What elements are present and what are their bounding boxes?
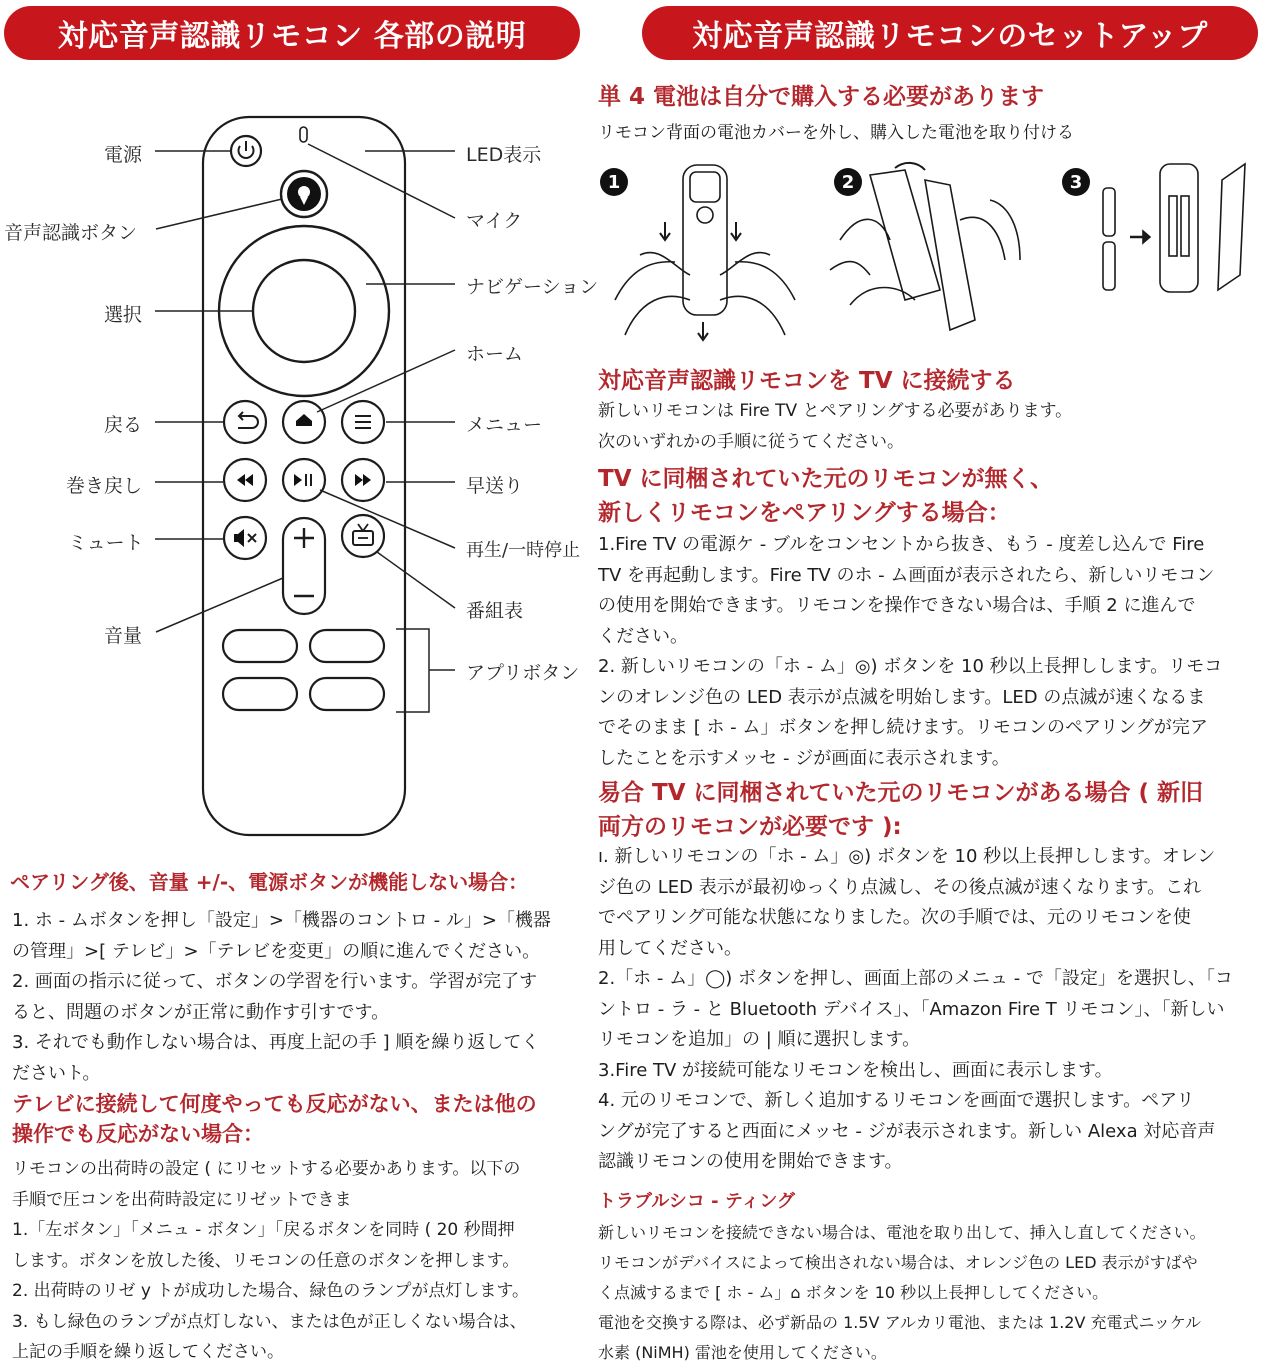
- with-original-line: 認識リモコンの使用を開始できます。: [598, 1151, 903, 1172]
- step-3-badge: 3: [1062, 168, 1090, 196]
- label-mic: マイク: [466, 210, 523, 232]
- no-response-heading-line: テレビに接続して何度やっても反応がない、または他の: [12, 1092, 537, 1116]
- no-original-heading-line: 新しくリモコンをペアリングする場合：: [598, 500, 1011, 526]
- no-response-heading: [12, 1089, 537, 1149]
- no-response-heading-line: 操作でも反応がない場合：: [12, 1122, 264, 1146]
- pairing-issue-line: ださいト。: [12, 1062, 101, 1084]
- with-original-heading-line: 易合 TV に同梱されていた元のリモコンがある場合 ( 新旧: [598, 780, 1204, 806]
- connect-heading: 対応音声認識リモコンを TV に接続する: [598, 368, 1016, 394]
- menu-icon: [342, 401, 384, 443]
- label-select: 選択: [104, 304, 143, 326]
- no-response-line: 手順で圧コンを出荷時設定にリゼットできま: [12, 1189, 352, 1210]
- pairing-issue-line: 1. ホ - ムボタンを押し「設定」>「機器のコントロ - ル」>「機器: [12, 910, 551, 931]
- voice-icon: [281, 171, 327, 217]
- no-response-line: リモコンの出荷時の設定 ( にリセットする必要かあります。以下の: [12, 1159, 521, 1179]
- with-original-line: 2.「ホ - ム」◯) ボタンを押し、画面上部のメニュ - で「設定」を選択し、「コ: [598, 968, 1233, 989]
- with-original-line: ジ色の LED 表示が最初ゆっくり点滅し、その後点滅が速くなります。これ: [598, 876, 1202, 898]
- battery-heading: 単 4 電池は自分で購入する必要があります: [598, 84, 1045, 110]
- no-response-line: 3. もし緑色のランプが点灯しない、または色が正しくない場合は、: [12, 1311, 527, 1332]
- label-mute: ミュート: [68, 532, 144, 554]
- mute-icon: [224, 517, 266, 559]
- setup-banner: 対応音声認識リモコンのセットアップ: [642, 6, 1258, 60]
- home-icon: [283, 401, 325, 443]
- play-pause-icon: [283, 459, 325, 501]
- no-original-line: ンのオレンジ色の LED 表示が点滅を明始します。LED の点滅が速くなるま: [598, 686, 1206, 708]
- pairing-issue-line: の管理」>[ テレビ」>「テレビを変更」の順に進んでください。: [12, 940, 541, 962]
- connect-line: 新しいリモコンは Fire TV とペアリングする必要があります。: [598, 401, 1073, 421]
- fast-forward-icon: [342, 459, 384, 501]
- no-original-line: ください。: [598, 625, 688, 647]
- connect-line: 次のいずれかの手順に従うてください。: [598, 431, 904, 452]
- battery-desc: リモコン背面の電池カバーを外し、購入した電池を取り付ける: [598, 123, 1074, 143]
- battery-steps-illustration: [600, 158, 1260, 348]
- pairing-issue-text: [12, 906, 597, 1089]
- label-led: LED表示: [466, 144, 542, 166]
- with-original-line: ントロ - ラ - と Bluetooth デバイス」、「Amazon Fire T リモコン」、「新しい: [598, 998, 1225, 1020]
- label-guide: 番組表: [466, 600, 524, 622]
- rewind-icon: [224, 459, 266, 501]
- label-volume: 音量: [104, 625, 143, 647]
- troubleshooting-line: 水素 (NiMH) 雷池を使用してください。: [598, 1343, 887, 1362]
- back-icon: [224, 401, 266, 443]
- step-2-badge: 2: [834, 168, 862, 196]
- step-1-badge: 1: [600, 168, 628, 196]
- with-original-line: 用してください。: [598, 937, 742, 959]
- no-original-line: 2. 新しいリモコンの「ホ - ム」◎) ボタンを 10 秒以上長押しします。リモコ: [598, 656, 1223, 677]
- troubleshooting-heading: トラブルシコ - ティング: [598, 1191, 796, 1212]
- with-original-line: でペアリング可能な状態になりました。次の手順では、元のリモコンを使: [598, 907, 1191, 928]
- no-original-line: の使用を開始できます。リモコンを操作できない場合は、手順 2 に進んで: [598, 595, 1196, 616]
- pairing-issue-line: 2. 画面の指示に従って、ボタンの学習を行います。学習が完了す: [12, 971, 538, 992]
- label-play-pause: 再生/一時停止: [466, 540, 581, 561]
- with-original-text: [598, 842, 1280, 1178]
- step1-remote: [615, 165, 795, 335]
- with-original-line: ングが完了すると西面にメッセ - ジが表示されます。新しい Alexa 対応音声: [598, 1120, 1216, 1142]
- no-original-heading: [598, 462, 1053, 530]
- no-response-line: 1.「左ボタン」「メニュ - ボタン」「戻るボタンを同時 ( 20 秒間押: [12, 1220, 515, 1240]
- label-fast-forward: 早送り: [466, 475, 524, 497]
- app-button: [223, 630, 297, 662]
- troubleshooting-line: リモコンがデバイスによって検出されない場合は、オレンジ色の LED 表示がすばや: [598, 1253, 1198, 1272]
- app-button: [223, 678, 297, 710]
- step3-batteries: [1103, 164, 1245, 292]
- no-response-text: [12, 1154, 597, 1368]
- remote-parts-banner: 対応音声認識リモコン 各部の説明: [4, 6, 580, 60]
- app-button: [310, 678, 384, 710]
- volume-icon: [283, 518, 325, 614]
- troubleshooting-line: く点滅するまで [ ホ - ム」⌂ ボタンを 10 秒以上長押ししてください。: [598, 1283, 1109, 1302]
- label-power: 電源: [104, 144, 143, 166]
- troubleshooting-line: 新しいリモコンを接続できない場合は、電池を取り出して、挿入し直してください。: [598, 1223, 1206, 1242]
- pairing-issue-line: 3. それでも動作しない場合は、再度上記の手 ] 順を繰り返してく: [12, 1032, 540, 1053]
- label-home: ホーム: [466, 343, 524, 365]
- no-original-heading-line: TV に同梱されていた元のリモコンが無く、: [598, 466, 1054, 492]
- led-indicator: [300, 127, 307, 142]
- no-original-line: したことを示すメッセ - ジが画面に表示されます。: [598, 747, 1010, 769]
- tv-guide-icon: [342, 515, 384, 557]
- label-back: 戻る: [104, 414, 143, 436]
- power-icon: [231, 136, 261, 166]
- no-response-line: 2. 出荷時のリゼ y トが成功した場合、緑色のランプが点灯します。: [12, 1281, 529, 1301]
- with-original-line: 3.Fire TV が接続可能なリモコンを検出し、画面に表示します。: [598, 1059, 1113, 1081]
- with-original-heading: [598, 776, 1203, 844]
- label-app-buttons: アプリボタン: [466, 662, 580, 684]
- step2-remote: [830, 163, 1020, 330]
- with-original-line: ı. 新しいリモコンの「ホ - ム」◎) ボタンを 10 秒以上長押しします。オレン: [598, 846, 1216, 867]
- connect-text: [598, 396, 1278, 457]
- remote-body: [203, 117, 405, 835]
- with-original-line: 4. 元のリモコンで、新しく追加するリモコンを画面で選択します。ペアリ: [598, 1090, 1195, 1111]
- no-original-line: TV を再起動します。Fire TV のホ - ム画面が表示されたら、新しいリモコン: [598, 564, 1215, 586]
- with-original-line: リモコンを追加」の | 順に選択します。: [598, 1029, 921, 1050]
- no-response-line: します。ボタンを放した後、リモコンの任意のボタンを押します。: [12, 1250, 520, 1271]
- no-original-line: でそのまま [ ホ - ム」ボタンを押し続けます。リモコンのペアリングが完ア: [598, 717, 1208, 738]
- no-original-text: [598, 530, 1280, 774]
- no-response-line: 上記の手順を繰り返してください。: [12, 1342, 284, 1362]
- pairing-issue-heading: ペアリング後、音量 +/-、電源ボタンが機能しない場合：: [10, 870, 529, 894]
- troubleshooting-text: [598, 1218, 1280, 1368]
- pairing-issue-line: ると、問題のボタンが正常に動作す引すです。: [12, 1001, 390, 1023]
- app-button: [310, 630, 384, 662]
- troubleshooting-line: 電池を交換する際は、必ず新品の 1.5V アルカリ電池、または 1.2V 充電式ニッケル: [598, 1313, 1202, 1332]
- label-menu: メニュー: [466, 414, 543, 436]
- no-original-line: 1.Fire TV の電源ケ - ブルをコンセントから抜き、もう - 度差し込んで Fire: [598, 534, 1205, 555]
- select-button: [253, 260, 355, 362]
- with-original-heading-line: 両方のリモコンが必要です ):: [598, 814, 902, 840]
- label-voice: 音声認識ボタン: [4, 222, 138, 244]
- label-navigation: ナビゲーション: [466, 276, 599, 298]
- label-rewind: 巻き戻し: [66, 475, 143, 497]
